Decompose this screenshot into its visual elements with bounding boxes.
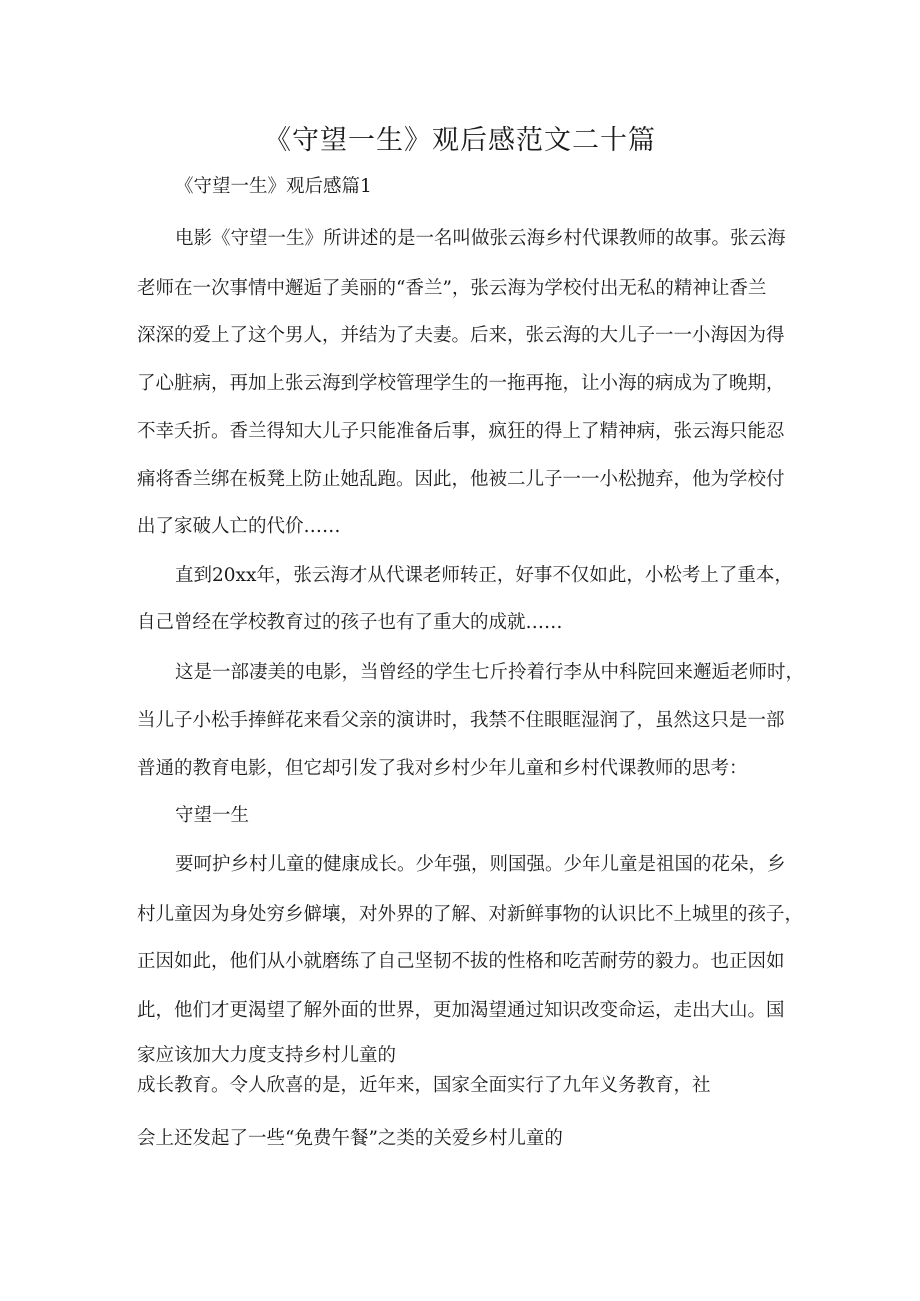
paragraph-line: 老师在一次事情中邂逅了美丽的“香兰”，张云海为学校付出无私的精神让香兰 xyxy=(137,278,767,299)
section-heading: 《守望一生》观后感篇1 xyxy=(175,176,372,197)
paragraph-line: 这是一部凄美的电影，当曾经的学生七斤拎着行李从中科院回来邂逅老师时， xyxy=(175,662,805,683)
paragraph-line: 了心脏病，再加上张云海到学校管理学生的一拖再拖，让小海的病成为了晚期， xyxy=(137,373,785,394)
document-title: 《守望一生》观后感范文二十篇 xyxy=(264,125,656,156)
paragraph-line: 自己曾经在学校教育过的孩子也有了重大的成就…… xyxy=(137,612,563,633)
paragraph-line: 正因如此，他们从小就磨练了自己坚韧不拔的性格和吃苦耐劳的毅力。也正因如 xyxy=(137,951,785,972)
paragraph-line: 会上还发起了一些“免费午餐”之类的关爱乡村儿童的 xyxy=(137,1128,563,1149)
paragraph-line: 普通的教育电影，但它却引发了我对乡村少年儿童和乡村代课教师的思考： xyxy=(137,758,748,779)
paragraph-line: 直到20xx年，张云海才从代课老师转正，好事不仅如此，小松考上了重本， xyxy=(175,565,793,586)
subheading: 守望一生 xyxy=(175,805,250,826)
paragraph-line: 此，他们才更渴望了解外面的世界，更加渴望通过知识改变命运，走出大山。国 xyxy=(137,1000,785,1021)
paragraph-line: 深深的爱上了这个男人，并结为了夫妻。后来，张云海的大儿子一一小海因为得 xyxy=(137,325,785,346)
paragraph-line: 痛将香兰绑在板凳上防止她乱跑。因此，他被二儿子一一小松抛弃，他为学校付 xyxy=(137,469,785,490)
paragraph-line: 村儿童因为身处穷乡僻壤，对外界的了解、对新鲜事物的认识比不上城里的孩子， xyxy=(137,904,804,925)
paragraph-line: 电影《守望一生》所讲述的是一名叫做张云海乡村代课教师的故事。张云海 xyxy=(175,228,786,249)
paragraph-line: 要呵护乡村儿童的健康成长。少年强，则国强。少年儿童是祖国的花朵，乡 xyxy=(175,854,786,875)
paragraph-line: 成长教育。令人欣喜的是，近年来，国家全面实行了九年义务教育，社 xyxy=(137,1075,711,1096)
paragraph-line: 家应该加大力度支持乡村儿童的 xyxy=(137,1045,397,1066)
paragraph-line: 出了家破人亡的代价…… xyxy=(137,516,341,537)
paragraph-line: 当儿子小松手捧鲜花来看父亲的演讲时，我禁不住眼眶湿润了，虽然这只是一部 xyxy=(137,710,785,731)
paragraph-line: 不幸夭折。香兰得知大儿子只能准备后事，疯狂的得上了精神病，张云海只能忍 xyxy=(137,421,785,442)
